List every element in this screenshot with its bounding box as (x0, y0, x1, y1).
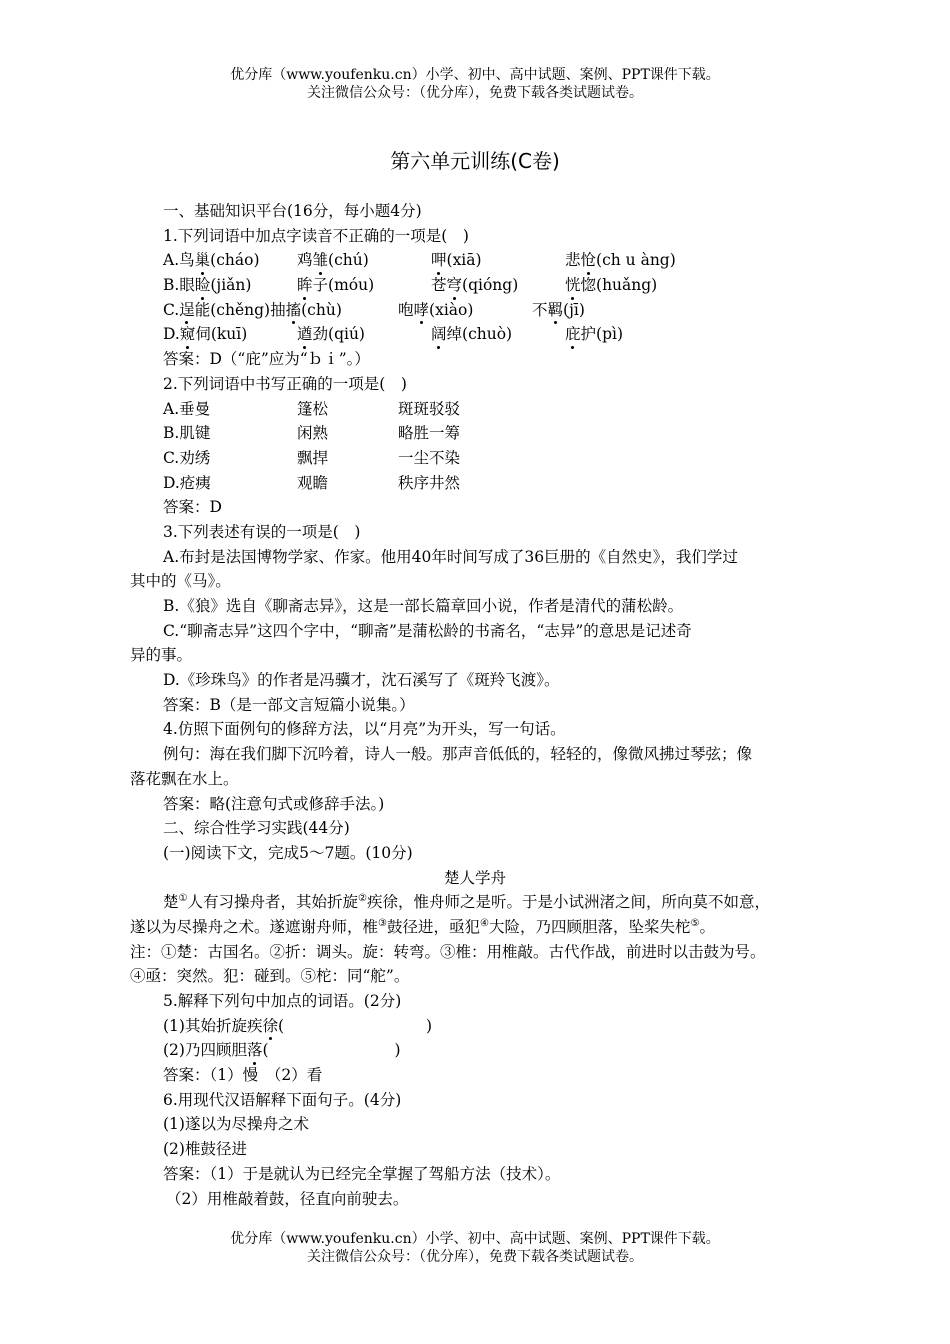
dotted-char: 逞 (179, 298, 195, 323)
passage-line-1: 楚①人有习操舟者，其始折旋②疾徐，惟舟师之是听。于是小试洲渚之间，所向莫不如意， (163, 893, 770, 912)
q1-option-a: A.鸟巢(cháo) 鸡雏(chú) 呷(xiā) 悲怆(ch u àng) (130, 248, 820, 273)
q2-option-a: A.垂曼 篷松 斑斑驳驳 (163, 399, 461, 418)
q3-option-c-line1: C.“聊斋志异”这四个字中，“聊斋”是蒲松龄的书斋名，“志异”的意思是记述奇 (163, 621, 692, 640)
dotted-char: 搐 (286, 298, 302, 323)
q3-option-d: D.《珍珠鸟》的作者是冯骥才，沈石溪写了《斑羚飞渡》。 (163, 671, 560, 690)
footnote-marker: ① (178, 893, 188, 905)
q1-answer: 答案：D（“庇”应为“ｂｉ”。） (163, 350, 370, 369)
q4-stem: 4.仿照下面例句的修辞方法，以“月亮”为开头，写一句话。 (163, 720, 566, 739)
dotted-char: 睑 (195, 273, 211, 298)
q6-answer-2: （2）用椎敲着鼓，径直向前驶去。 (166, 1189, 409, 1208)
q5-stem: 5.解释下列句中加点的词语。(2分) (163, 992, 402, 1010)
passage-line-2: 遂以为尽操舟之术。遂遮谢舟师，椎③鼓径进，亟犯④大险，乃四顾胆落，坠桨失柁⑤。 (130, 917, 715, 936)
q2-answer: 答案：D (163, 498, 222, 517)
dotted-char: 落 (247, 1038, 263, 1063)
page-header (0, 66, 950, 102)
dotted-char: 巢 (195, 248, 211, 273)
dotted-char: 穹 (447, 273, 463, 298)
q6-stem: 6.用现代汉语解释下面句子。(4分) (163, 1090, 402, 1109)
q1-option-b: B.眼睑(jiǎn) 眸子(móu) 苍穹(qióng) 恍惚(huǎng) (130, 273, 820, 298)
dotted-char: 怆 (581, 248, 597, 273)
footer-line-2: 关注微信公众号：（优分库），免费下载各类试题试卷。 (307, 1249, 643, 1265)
dotted-char: 眸 (297, 273, 313, 298)
dotted-char: 恍 (565, 273, 581, 298)
section-2-heading: 二、综合性学习实践(44分) (163, 819, 350, 838)
footer-line-1: 优分库（www.youfenku.cn）小学、初中、高中试题、案例、PPT课件下载。 (230, 1231, 720, 1247)
q5-item-1: (1)其始折旋疾徐( ) (130, 1014, 820, 1039)
q1-option-c: C.逞能(chěng)抽搐(chù) 咆哮(xiào) 不羁(jī) (130, 298, 820, 323)
header-line-2: 关注微信公众号：（优分库），免费下载各类试题试卷。 (307, 85, 643, 101)
page-footer (0, 1230, 950, 1266)
footnote-marker: ② (358, 893, 367, 905)
q4-example-line2: 落花飘在水上。 (130, 769, 239, 788)
q3-option-b: B.《狼》选自《聊斋志异》，这是一部长篇章回小说，作者是清代的蒲松龄。 (163, 597, 684, 615)
dotted-char: 阔 (431, 322, 447, 347)
q3-answer: 答案：B（是一部文言短篇小说集。） (163, 695, 415, 714)
document-body (130, 199, 820, 1211)
q2-option-b: B.肌键 闲熟 略胜一筹 (163, 424, 461, 443)
q3-option-a-line1: A.布封是法国博物学家、作家。他用40年时间写成了36巨册的《自然史》，我们学过 (163, 547, 738, 566)
footnote-marker: ③ (378, 917, 387, 929)
dotted-char: 庇 (565, 322, 581, 347)
q2-option-c: C.劝绣 飘捍 一尘不染 (163, 448, 461, 467)
q4-answer: 答案：略(注意句式或修辞手法。) (163, 794, 385, 813)
q6-answer-1: 答案：（1）于是就认为已经完全掌握了驾船方法（技术）。 (163, 1164, 561, 1183)
dotted-char: 雏 (313, 248, 329, 273)
dotted-char: 呷 (431, 248, 447, 273)
section-1-heading: 一、基础知识平台(16分，每小题4分) (163, 202, 422, 220)
q1-stem: 1.下列词语中加点字读音不正确的一项是( ) (163, 226, 469, 245)
dotted-char: 窥 (180, 322, 196, 347)
q2-option-d: D.疮痍 观瞻 秩序井然 (163, 473, 461, 492)
q6-item-2: (2)椎鼓径进 (163, 1140, 247, 1159)
dotted-char: 徐 (262, 1014, 278, 1039)
dotted-char: 羁 (548, 298, 564, 323)
passage-note-line-2: ④亟：突然。犯：碰到。⑤柁：同“舵”。 (130, 967, 410, 986)
dotted-char: 遒 (297, 322, 313, 347)
passage-title: 楚人学舟 (443, 868, 506, 887)
footnote-marker: ④ (480, 917, 489, 929)
passage-note-line-1: 注：①楚：古国名。②折：调头。旋：转弯。③椎：用椎敲。古代作战，前进时以击鼓为号。 (130, 942, 766, 961)
q6-item-1: (1)遂以为尽操舟之术 (163, 1115, 309, 1134)
q4-example-line1: 例句：海在我们脚下沉吟着，诗人一般。那声音低低的，轻轻的，像微风拂过琴弦；像 (163, 745, 753, 764)
part-1-heading: (一)阅读下文，完成5～7题。(10分) (163, 843, 413, 862)
q3-stem: 3.下列表述有误的一项是( ) (163, 522, 361, 541)
q5-answer: 答案：（1）慢 （2）看 (163, 1066, 323, 1085)
page-title: 第六单元训练(C卷) (390, 149, 560, 173)
header-line-1: 优分库（www.youfenku.cn）小学、初中、高中试题、案例、PPT课件下载。 (230, 67, 720, 83)
dotted-char: 哮 (414, 298, 430, 323)
footnote-marker: ⑤ (690, 917, 700, 929)
q2-stem: 2.下列词语中书写正确的一项是( ) (163, 374, 407, 393)
q5-item-2: (2)乃四顾胆落( ) (130, 1038, 820, 1063)
q1-option-d: D.窥伺(kuī) 遒劲(qiú) 阔绰(chuò) 庇护(pì) (130, 322, 820, 347)
q3-option-a-line2: 其中的《马》。 (130, 572, 231, 591)
q3-option-c-line2: 异的事。 (130, 646, 193, 665)
